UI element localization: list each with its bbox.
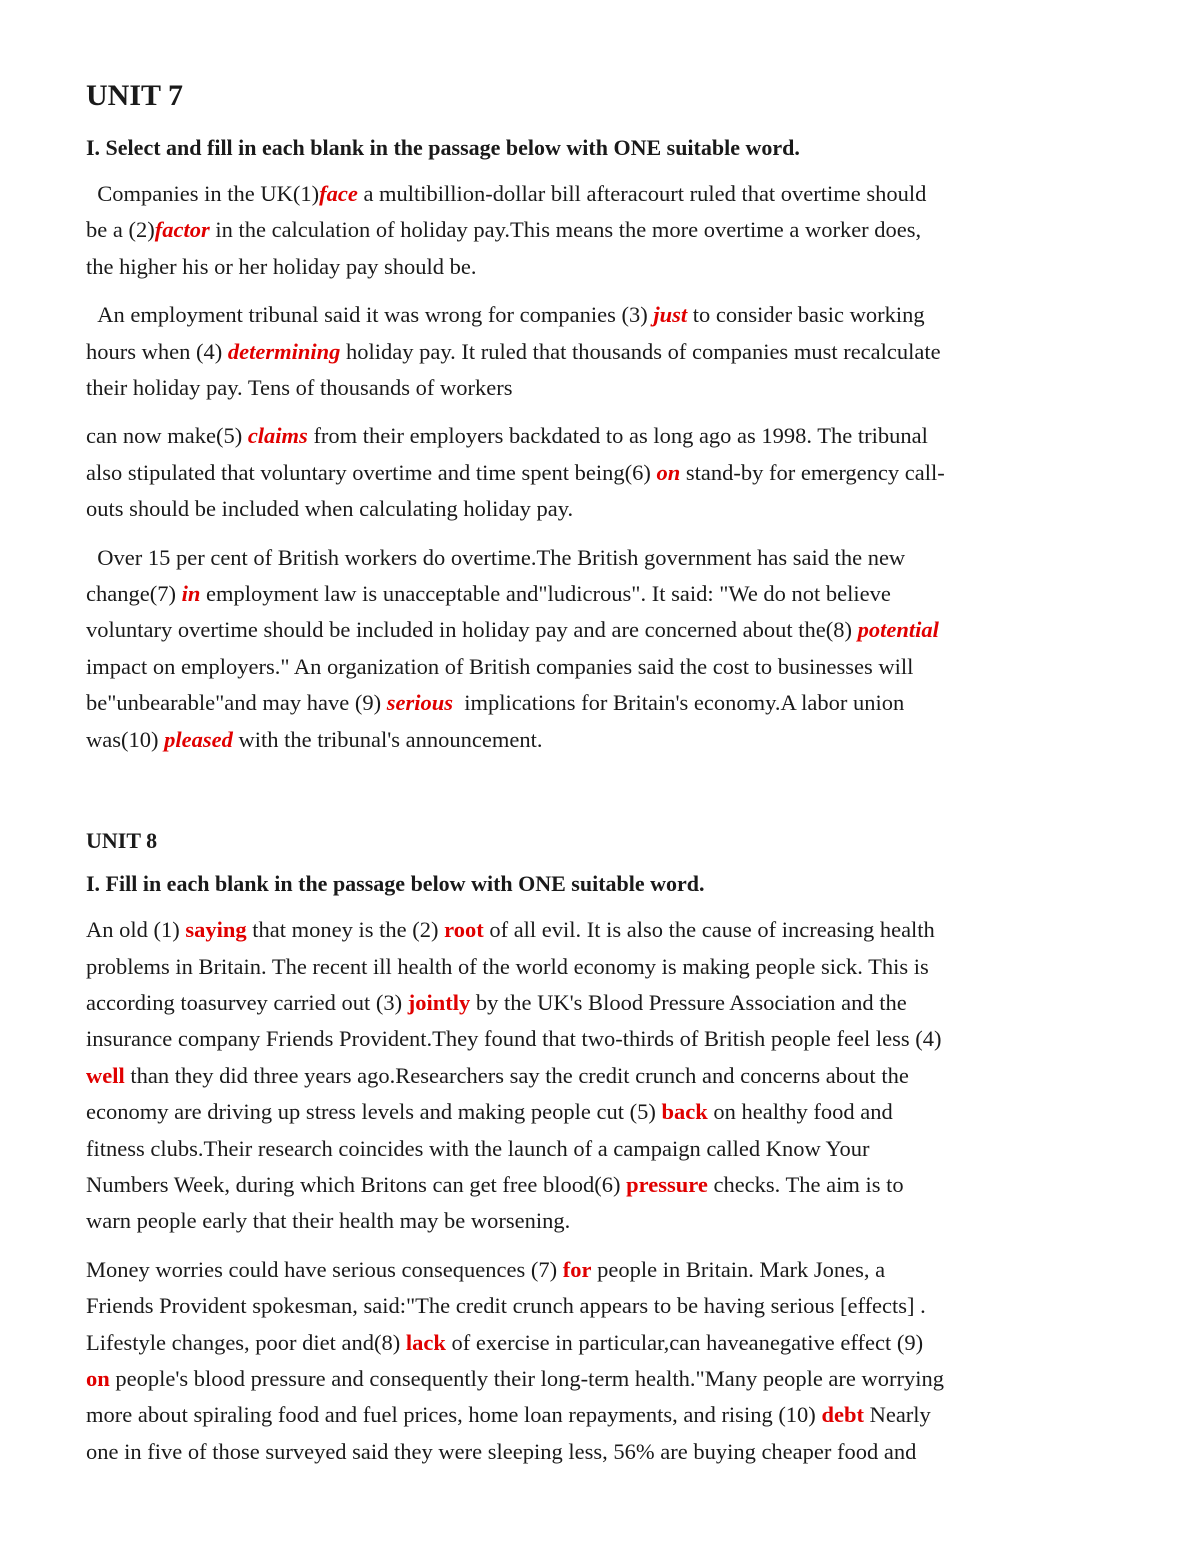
unit-7-paragraph-2 bbox=[86, 297, 1136, 406]
answer-9: serious bbox=[386, 690, 454, 716]
text-line: impact on employers." An organization of British companies said the cost to businesses will bbox=[86, 653, 914, 679]
text-segment: of all evil. It is also the cause of increasing health bbox=[483, 917, 935, 943]
text-line bbox=[86, 212, 1136, 248]
text-segment: people's blood pressure and consequently their long-term health."Many people are worrying bbox=[109, 1365, 945, 1391]
text-line: Friends Provident spokesman, said:"The credit crunch appears to be having serious [effects] . bbox=[86, 1293, 926, 1319]
text-line bbox=[86, 1325, 1136, 1361]
text-segment: by the UK's Blood Pressure Association and the bbox=[470, 989, 907, 1015]
text-segment: holiday pay. It ruled that thousands of companies must recalculate bbox=[340, 338, 941, 364]
answer-8: lack bbox=[405, 1329, 446, 1355]
text-segment: also stipulated that voluntary overtime and time spent being(6) bbox=[86, 459, 657, 485]
text-line bbox=[86, 1167, 1136, 1203]
text-segment: from their employers backdated to as long ago as 1998. The tribunal bbox=[307, 423, 928, 449]
text-line: fitness clubs.Their research coincides with the launch of a campaign called Know Your bbox=[86, 1135, 870, 1161]
text-segment: to consider basic working bbox=[687, 302, 925, 328]
text-segment: with the tribunal's announcement. bbox=[232, 726, 543, 752]
text-segment: be a (2) bbox=[86, 217, 155, 243]
text-line bbox=[86, 418, 1136, 454]
text-segment: of exercise in particular,can haveanegative effect (9) bbox=[445, 1329, 924, 1355]
answer-5: back bbox=[661, 1099, 708, 1125]
text-line bbox=[86, 912, 1136, 948]
answer-1: saying bbox=[185, 917, 247, 943]
answer-2: root bbox=[444, 917, 484, 943]
text-line: insurance company Friends Provident.They found that two-thirds of British people feel less (4) bbox=[86, 1026, 942, 1052]
document-page bbox=[86, 72, 1136, 1470]
text-line bbox=[86, 1058, 1136, 1094]
text-line: one in five of those surveyed said they were sleeping less, 56% are buying cheaper food and bbox=[86, 1438, 917, 1464]
text-segment: implications for Britain's economy.A labor union bbox=[453, 690, 905, 716]
text-segment: An employment tribunal said it was wrong for companies (3) bbox=[86, 302, 654, 328]
text-segment: a multibillion-dollar bill afteracourt ruled that overtime should bbox=[357, 181, 927, 206]
answer-4: well bbox=[86, 1062, 125, 1088]
answer-2: factor bbox=[154, 217, 210, 243]
text-line bbox=[86, 176, 1136, 212]
unit-7-instruction: I. Select and fill in each blank in the passage below with ONE suitable word. bbox=[86, 135, 800, 160]
text-line bbox=[86, 612, 1136, 648]
text-segment: employment law is unacceptable and"ludicrous". It said: "We do not believe bbox=[200, 581, 891, 607]
text-segment: Numbers Week, during which Britons can get free blood(6) bbox=[86, 1171, 627, 1197]
text-segment: Money worries could have serious consequences (7) bbox=[86, 1256, 563, 1282]
text-segment: than they did three years ago.Researchers say the credit crunch and concerns about the bbox=[124, 1062, 909, 1088]
text-segment: Nearly bbox=[863, 1402, 931, 1428]
text-line: their holiday pay. Tens of thousands of workers bbox=[86, 375, 513, 401]
text-line bbox=[86, 1252, 1136, 1288]
text-line bbox=[86, 334, 1136, 370]
unit-8-paragraph-1 bbox=[86, 912, 1136, 1240]
text-segment: economy are driving up stress levels and making people cut (5) bbox=[86, 1099, 662, 1125]
unit-8-paragraph-2 bbox=[86, 1252, 1136, 1470]
text-line bbox=[86, 297, 1136, 333]
unit-7-paragraph-4 bbox=[86, 540, 1136, 758]
text-segment: Lifestyle changes, poor diet and(8) bbox=[86, 1329, 406, 1355]
unit-7-paragraph-3 bbox=[86, 418, 1136, 527]
text-line: Over 15 per cent of British workers do overtime.The British government has said the new bbox=[86, 544, 906, 570]
answer-3: jointly bbox=[407, 989, 471, 1015]
text-segment: can now make(5) bbox=[86, 423, 248, 449]
text-line: the higher his or her holiday pay should be. bbox=[86, 253, 477, 279]
answer-3: just bbox=[653, 302, 688, 328]
answer-10: pleased bbox=[164, 726, 233, 752]
text-line bbox=[86, 455, 1136, 491]
unit-7-paragraph-1 bbox=[86, 176, 1136, 285]
text-line: problems in Britain. The recent ill health of the world economy is making people sick. This is bbox=[86, 953, 929, 979]
text-line bbox=[86, 1094, 1136, 1130]
answer-6: on bbox=[656, 459, 681, 485]
text-segment: voluntary overtime should be included in holiday pay and are concerned about the(8) bbox=[86, 617, 858, 643]
answer-6: pressure bbox=[626, 1171, 708, 1197]
answer-10: debt bbox=[821, 1402, 864, 1428]
text-line bbox=[86, 576, 1136, 612]
text-segment: An old (1) bbox=[86, 917, 186, 943]
text-segment: checks. The aim is to bbox=[707, 1171, 904, 1197]
text-line bbox=[86, 1361, 1136, 1397]
unit-8-title: UNIT 8 bbox=[86, 828, 158, 854]
text-segment: according toasurvey carried out (3) bbox=[86, 989, 408, 1015]
answer-7: in bbox=[181, 581, 201, 607]
text-segment: stand-by for emergency call- bbox=[680, 459, 945, 485]
answer-8: potential bbox=[857, 617, 939, 643]
text-segment: more about spiraling food and fuel prices, home loan repayments, and rising (10) bbox=[86, 1402, 822, 1428]
text-line bbox=[86, 985, 1136, 1021]
text-segment: on healthy food and bbox=[707, 1099, 893, 1125]
answer-4: determining bbox=[227, 338, 341, 364]
text-segment: hours when (4) bbox=[86, 338, 228, 364]
text-segment: change(7) bbox=[86, 581, 182, 607]
unit-7-title: UNIT 7 bbox=[86, 79, 183, 112]
text-line: warn people early that their health may be worsening. bbox=[86, 1208, 571, 1234]
text-segment: in the calculation of holiday pay.This means the more overtime a worker does, bbox=[209, 217, 922, 243]
text-line bbox=[86, 1397, 1136, 1433]
text-segment: people in Britain. Mark Jones, a bbox=[591, 1256, 886, 1282]
answer-9: on bbox=[86, 1365, 110, 1391]
text-line bbox=[86, 685, 1136, 721]
text-line bbox=[86, 722, 1136, 758]
answer-7: for bbox=[562, 1256, 592, 1282]
answer-1: face bbox=[319, 181, 358, 206]
text-segment: was(10) bbox=[86, 726, 165, 752]
text-segment: Companies in the UK(1) bbox=[86, 181, 320, 206]
text-line: outs should be included when calculating holiday pay. bbox=[86, 496, 574, 522]
text-segment: that money is the (2) bbox=[246, 917, 445, 943]
text-segment: be"unbearable"and may have (9) bbox=[86, 690, 387, 716]
answer-5: claims bbox=[247, 423, 308, 449]
unit-8-instruction: I. Fill in each blank in the passage below with ONE suitable word. bbox=[86, 871, 705, 897]
